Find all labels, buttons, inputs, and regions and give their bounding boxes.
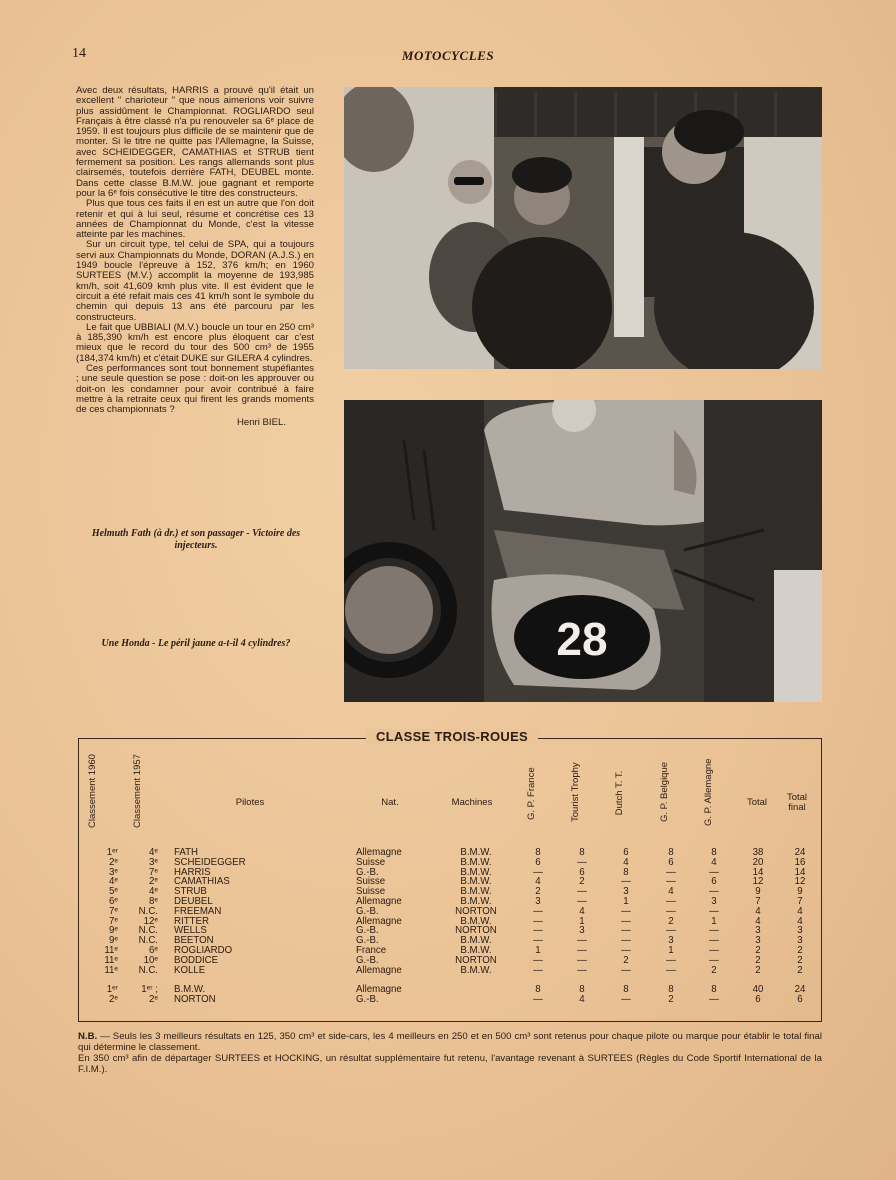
cell-total-final: 14 [794,866,806,878]
cell-total-final: 12 [794,876,806,888]
cell-total: 4 [755,905,761,917]
footnote-line-1: — Seuls les 3 meilleurs résultats en 125, 350 cm³ et side-cars, les 4 meilleurs en 250 et en 500 cm³ sont retenus pour chaque pilote ou marque pour établir le total final qui détermine le classement. [78,1031,822,1053]
cell-dutch-tt: — [621,876,631,888]
cell-pilot-name: STRUB [174,886,207,898]
cell-gp-belgique: — [666,954,676,966]
cell-gp-belgique: — [666,925,676,937]
cell-pilot-name: B.M.W. [174,984,206,995]
cell-nationality: G.-B. [356,994,379,1005]
cell-tourist-trophy: 6 [579,866,585,878]
cell-dutch-tt: 3 [623,886,629,898]
cell-total: 7 [755,896,761,907]
cell-tourist-trophy: 8 [579,847,585,858]
cell-pilot-name: ROGLIARDO [174,945,233,956]
cell-dutch-tt: 2 [623,954,629,966]
cell-total-final: 2 [797,954,803,966]
cell-tourist-trophy: 4 [579,905,585,917]
cell-gp-france: — [533,905,543,917]
cell-dutch-tt: — [621,964,631,976]
cell-rank-1960: 4ᵉ [109,876,118,888]
cell-gp-france: — [533,866,543,878]
cell-nationality: G.-B. [356,905,379,917]
cell-total-final: 16 [794,856,806,868]
cell-gp-france: 3 [535,896,541,907]
cell-rank-1957: 4ᵉ [149,847,158,858]
cell-nationality: G.-B. [356,866,379,878]
cell-rank-1960: 3ᵉ [109,866,118,878]
cell-pilot-name: BEETON [174,935,214,947]
cell-machine: B.M.W. [460,876,492,888]
cell-pilot-name: DEUBEL [174,896,213,907]
cell-pilot-name: RITTER [174,915,209,927]
cell-total: 12 [752,876,764,888]
header-total-final: Total final [786,792,808,813]
cell-machine: B.M.W. [460,896,492,907]
cell-gp-allemagne: 4 [711,856,717,868]
cell-rank-1960: 9ᵉ [109,935,118,947]
cell-rank-1960: 11ᵉ [104,954,118,966]
cell-nationality: Suisse [356,886,386,898]
cell-tourist-trophy: 2 [579,876,585,888]
header-classement-1960: Classement 1960 [87,754,98,828]
photo-honda [344,400,822,702]
header-pilotes: Pilotes [235,797,265,808]
cell-gp-france: — [533,954,543,966]
cell-tourist-trophy: 3 [579,925,585,937]
cell-tourist-trophy: — [577,896,587,907]
table-row [0,966,896,976]
cell-gp-france: 6 [535,856,541,868]
cell-dutch-tt: 6 [623,847,629,858]
cell-gp-belgique: — [666,964,676,976]
cell-total-final: 9 [797,886,803,898]
cell-machine: B.M.W. [460,945,492,956]
table-row [0,887,896,897]
table-row [0,926,896,936]
cell-rank-1960: 5ᵉ [109,886,118,898]
cell-rank-1960: 7ᵉ [109,905,118,917]
cell-gp-france: — [533,964,543,976]
cell-rank-1957: N.C. [138,905,158,917]
caption-fath: Helmuth Fath (à dr.) et son passager - Victoire des injecteurs. [91,528,301,551]
cell-nationality: France [356,945,387,956]
cell-total-final: 2 [797,945,803,956]
cell-nationality: Allemagne [356,896,402,907]
cell-total: 4 [755,915,761,927]
cell-total-final: 3 [797,925,803,937]
cell-tourist-trophy: — [577,856,587,868]
cell-rank-1957: N.C. [138,925,158,937]
cell-rank-1957: 12ᵉ [143,915,158,927]
cell-rank-1957: N.C. [138,964,158,976]
cell-nationality: Allemagne [356,984,402,995]
cell-rank-1957: 1ᵉʳ ; [141,984,158,995]
cell-gp-belgique: — [666,866,676,878]
cell-rank-1960: 11ᵉ [104,964,118,976]
cell-pilot-name: BODDICE [174,954,219,966]
cell-total: 20 [752,856,764,868]
cell-tourist-trophy: — [577,886,587,898]
header-dutch-tt: Dutch T. T. [614,770,625,816]
cell-machine: NORTON [455,905,497,917]
cell-pilot-name: WELLS [174,925,207,937]
article-paragraph: Le fait que UBBIALI (M.V.) boucle un tour en 250 cm³ à 185,390 km/h est encore plus éloquent car c'est mieux que le record du tour des 500 cm³ de 1955 (184,374 km/h) et c'était DUKE sur GILERA 4 cylindres. [76,321,314,364]
cell-tourist-trophy: 8 [579,984,585,995]
cell-dutch-tt: — [621,935,631,947]
cell-gp-allemagne: 2 [711,964,717,976]
cell-dutch-tt: — [621,994,631,1005]
cell-machine: B.M.W. [460,886,492,898]
cell-machine: B.M.W. [460,915,492,927]
cell-gp-allemagne: 6 [711,876,717,888]
article-paragraph: Avec deux résultats, HARRIS a prouvé qu'il était un excellent " charioteur " que nous aimerions voir suivre plus assidûment le Championnat. ROGLIARDO seul Français à être classé n'a pu renouveler sa 6ᵉ place de 1959. Il est toujours plus difficile de se maintenir que de monter. Si le titre ne quitte pas l'Allemagne, la Suisse, avec SCHEIDEGGER, CAMATHIAS et STRUB tient fermement sa position. Les rangs allemands sont plus clairsemés, toutefois derrière FATH, DEUBEL monte. Dans cette classe B.M.W. joue gagnant et remporte pour la 6ᵉ fois consécutive le titre des constructeurs. [76,85,314,199]
cell-total: 3 [755,925,761,937]
article-author: Henri BIEL. [236,416,286,428]
cell-nationality: Suisse [356,856,386,868]
cell-total: 6 [755,994,761,1005]
cell-rank-1960: 2ᵉ [109,856,118,868]
cell-rank-1960: 11ᵉ [104,945,118,956]
cell-gp-allemagne: — [709,935,719,947]
cell-pilot-name: FATH [174,847,199,858]
cell-gp-france: 4 [535,876,541,888]
cell-machine: B.M.W. [460,847,492,858]
cell-total: 2 [755,945,761,956]
cell-dutch-tt: — [621,945,631,956]
cell-total-final: 24 [794,984,806,995]
cell-total: 2 [755,964,761,976]
cell-nationality: Allemagne [356,915,402,927]
cell-gp-belgique: — [666,896,676,907]
cell-gp-france: — [533,925,543,937]
cell-dutch-tt: — [621,915,631,927]
cell-tourist-trophy: — [577,954,587,966]
table-row [0,985,896,995]
header-tourist-trophy: Tourist Trophy [570,762,581,822]
cell-total-final: 6 [797,994,803,1005]
footnote-label: N.B. [78,1031,98,1042]
cell-gp-france: 8 [535,847,541,858]
header-gp-belgique: G. P. Belgique [659,761,670,822]
cell-dutch-tt: — [621,925,631,937]
cell-gp-belgique: — [666,905,676,917]
cell-rank-1957: 7ᵉ [149,866,158,878]
cell-dutch-tt: 1 [623,896,629,907]
photo-riders [344,87,822,369]
cell-gp-belgique: 8 [668,847,674,858]
cell-rank-1957: 2ᵉ [149,994,158,1005]
cell-tourist-trophy: — [577,935,587,947]
page-number: 14 [72,46,86,61]
table-row [0,907,896,917]
cell-gp-belgique: 2 [668,915,674,927]
bike-number: 28 [556,613,608,665]
cell-gp-allemagne: 8 [711,847,717,858]
caption-honda: Une Honda - Le péril jaune a-t-il 4 cylindres? [101,638,291,649]
cell-rank-1957: N.C. [138,935,158,947]
cell-tourist-trophy: 4 [579,994,585,1005]
cell-total-final: 4 [797,915,803,927]
cell-gp-belgique: 1 [668,945,674,956]
table-row [0,917,896,927]
cell-rank-1960: 7ᵉ [109,915,118,927]
cell-machine: B.M.W. [460,866,492,878]
cell-total-final: 24 [794,847,806,858]
header-nat: Nat. [381,797,399,808]
cell-nationality: G.-B. [356,935,379,947]
cell-dutch-tt: — [621,905,631,917]
cell-pilot-name: HARRIS [174,866,211,878]
cell-total: 38 [752,847,764,858]
cell-gp-france: 2 [535,886,541,898]
cell-rank-1960: 2ᵉ [109,994,118,1005]
cell-tourist-trophy: 1 [579,915,585,927]
cell-gp-allemagne: — [709,994,719,1005]
table-row [0,897,896,907]
footnote [78,1031,822,1075]
cell-machine: B.M.W. [460,964,492,976]
cell-dutch-tt: 8 [623,866,629,878]
cell-gp-allemagne: — [709,886,719,898]
article-paragraph: Ces performances sont tout bonnement stupéfiantes ; une seule question se pose : doit-on les approuver ou doit-on les condamner pour avoir contribué à faire mettre à la retraite ceux qui firent les grands moments de ces championnats ? [76,363,314,416]
footnote-line-2: En 350 cm³ afin de départager SURTEES et HOCKING, un résultat supplémentaire fut retenu, l'avantage revenant à SURTEES (Règles du Code Sportif International de la F.I.M.). [78,1053,822,1075]
article-paragraph: Plus que tous ces faits il en est un autre que l'on doit retenir et qui à lui seul, résume et concrétise ces 13 années de Championnat du Monde, c'est la vitesse atteinte par les machines. [76,198,314,241]
cell-gp-allemagne: — [709,866,719,878]
cell-rank-1960: 1ᵉʳ [106,984,118,995]
article-text [76,86,314,428]
cell-nationality: G.-B. [356,954,379,966]
cell-rank-1960: 1ᵉʳ [106,847,118,858]
cell-total: 14 [752,866,764,878]
header-gp-france: G. P. France [526,767,537,820]
cell-pilot-name: KOLLE [174,964,206,976]
cell-total-final: 4 [797,905,803,917]
cell-total-final: 3 [797,935,803,947]
cell-pilot-name: NORTON [174,994,216,1005]
header-total: Total [746,797,768,808]
header-gp-allemagne: G. P. Allemagne [703,758,714,826]
header-classement-1957: Classement 1957 [132,754,143,828]
cell-gp-allemagne: — [709,925,719,937]
cell-nationality: Allemagne [356,847,402,858]
cell-total: 3 [755,935,761,947]
cell-machine: B.M.W. [460,935,492,947]
table-row [0,877,896,887]
cell-machine: NORTON [455,954,497,966]
cell-gp-belgique: 8 [668,984,674,995]
cell-tourist-trophy: — [577,945,587,956]
cell-rank-1957: 6ᵉ [149,945,158,956]
table-title: CLASSE TROIS-ROUES [366,729,538,744]
header-machines: Machines [451,797,493,808]
table-row [0,956,896,966]
cell-gp-france: 8 [535,984,541,995]
cell-machine: NORTON [455,925,497,937]
cell-gp-france: — [533,915,543,927]
cell-pilot-name: FREEMAN [174,905,222,917]
cell-gp-allemagne: — [709,945,719,956]
table-row [0,936,896,946]
cell-tourist-trophy: — [577,964,587,976]
cell-nationality: Suisse [356,876,386,888]
cell-gp-allemagne: — [709,954,719,966]
cell-dutch-tt: 4 [623,856,629,868]
cell-nationality: Allemagne [356,964,402,976]
cell-total-final: 2 [797,964,803,976]
cell-gp-allemagne: 1 [711,915,717,927]
cell-total: 2 [755,954,761,966]
cell-gp-belgique: — [666,876,676,888]
cell-gp-belgique: 3 [668,935,674,947]
cell-dutch-tt: 8 [623,984,629,995]
cell-rank-1957: 3ᵉ [149,856,158,868]
cell-gp-france: — [533,935,543,947]
cell-gp-allemagne: 3 [711,896,717,907]
cell-total: 40 [752,984,764,995]
cell-gp-france: 1 [535,945,541,956]
cell-machine: B.M.W. [460,856,492,868]
cell-rank-1957: 8ᵉ [149,896,158,907]
cell-pilot-name: SCHEIDEGGER [174,856,246,868]
cell-gp-belgique: 6 [668,856,674,868]
cell-total: 9 [755,886,761,898]
cell-total-final: 7 [797,896,803,907]
cell-nationality: G.-B. [356,925,379,937]
table-row [0,995,896,1005]
cell-gp-france: — [533,994,543,1005]
cell-gp-belgique: 4 [668,886,674,898]
running-title: MOTOCYCLES [401,48,495,63]
cell-rank-1957: 2ᵉ [149,876,158,888]
cell-rank-1957: 4ᵉ [149,886,158,898]
cell-gp-allemagne: 8 [711,984,717,995]
cell-pilot-name: CAMATHIAS [174,876,230,888]
cell-gp-allemagne: — [709,905,719,917]
cell-rank-1960: 6ᵉ [109,896,118,907]
cell-rank-1960: 9ᵉ [109,925,118,937]
cell-gp-belgique: 2 [668,994,674,1005]
article-paragraph: Sur un circuit type, tel celui de SPA, qui a toujours servi aux Championnats du Monde, DORAN (A.J.S.) en 1949 boucle l'épreuve à 152, 376 km/h; en 1960 SURTEES (M.V.) accomplit la moyenne de 193,985 km/h, soit 41,609 kmh plus vite. Il est évident que le circuit a été refait mais ces 41 km/h sont le symbole du chemin qui depuis 13 ans été parcouru par les constructeurs. [76,239,314,323]
table-row [0,946,896,956]
cell-rank-1957: 10ᵉ [143,954,158,966]
